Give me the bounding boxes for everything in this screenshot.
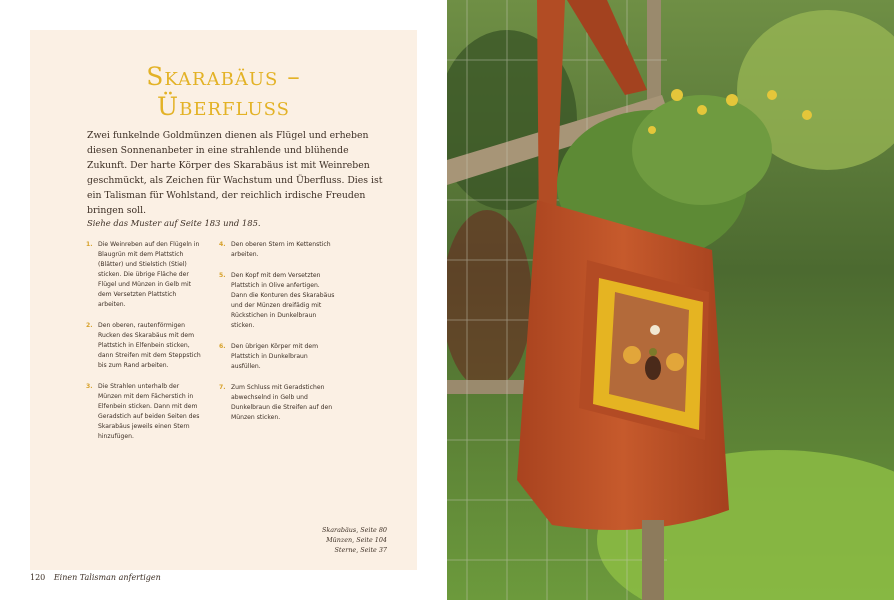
step-number: 7. [219, 384, 226, 391]
yellow-flowers [697, 105, 707, 115]
step-number: 6. [219, 343, 226, 350]
step-text: Die Strahlen unterhalb der Münzen mit dem Fächerstich in Elfenbein sticken. Dann mit dem Geradstich auf beiden Seiten des Skarabäus jeweils einen Stern hinzufügen. [98, 383, 200, 440]
title-line-1: Skarabäus – [146, 62, 301, 91]
step-text: Den oberen, rautenförmigen Rucken des Skarabäus mit dem Plattstich in Elfenbein sticken, dann Streifen mit dem Steppstich bis zum Rand arbeiten. [98, 322, 201, 369]
step-item [219, 240, 337, 260]
step-item [219, 271, 337, 331]
page-title [30, 62, 417, 122]
page-number: 120 [30, 573, 46, 582]
steps-column-left [86, 240, 204, 453]
intro-paragraph: Zwei funkelnde Goldmünzen dienen als Flügel und erheben diesen Sonnenanbeter in eine strahlende und blühende Zukunft. Der harte Körper des Skarabäus ist mit Weinreben geschmückt, als Zeichen für Wachstum und Überfluss. Dies ist ein Talisman für Wohlstand, der reichlich irdische Freuden bringen soll. [87, 130, 383, 216]
wooden-post-right [642, 520, 664, 600]
step-item [219, 342, 337, 372]
pattern-reference: Siehe das Muster auf Seite 183 und 185. [87, 218, 261, 228]
photo-bag-on-fence [447, 0, 894, 600]
steps-column-right [219, 240, 337, 434]
yellow-flowers [648, 126, 656, 134]
step-text: Den Kopf mit dem Versetzten Plattstich in Olive anfertigen. Dann die Konturen des Skarabäus und der Münzen dreifädig mit Rückstichen in Dunkelbraun sticken. [231, 272, 335, 329]
reference-line: Skarabäus, Seite 80 [321, 526, 387, 534]
step-text: Den oberen Stern im Kettenstich arbeiten. [231, 241, 331, 258]
step-number: 1. [86, 241, 93, 248]
step-number: 4. [219, 241, 226, 248]
yellow-flowers [802, 110, 812, 120]
step-item [86, 240, 204, 310]
step-item [86, 382, 204, 442]
motif-references [322, 525, 387, 555]
reference-line: Sterne, Seite 37 [334, 546, 387, 554]
yellow-flowers [767, 90, 777, 100]
step-text: Den übrigen Körper mit dem Plattstich in Dunkelbraun ausfüllen. [231, 343, 319, 370]
step-text: Die Weinreben auf den Flügeln in Blaugrün mit dem Plattstich (Blätter) und Stielstich (Stiel) sticken. Die übrige Fläche der Flügel und Münzen in Gelb mit dem Versetzten Plattstich arbeiten. [98, 241, 200, 308]
yellow-flowers [671, 89, 683, 101]
yellow-flowers [726, 94, 738, 106]
chapter-title: Einen Talisman anfertigen [53, 573, 161, 582]
step-number: 3. [86, 383, 93, 390]
step-item [219, 383, 337, 423]
step-number: 5. [219, 272, 226, 279]
title-line-2: Überfluss [157, 92, 290, 121]
step-number: 2. [86, 322, 93, 329]
reference-line: Münzen, Seite 104 [326, 536, 387, 544]
step-item [86, 321, 204, 371]
content-card [30, 30, 417, 570]
page-footer [30, 573, 161, 582]
step-text: Zum Schluss mit Geradstichen abwechselnd in Gelb und Dunkelbraun die Streifen auf den Münzen sticken. [231, 384, 333, 421]
